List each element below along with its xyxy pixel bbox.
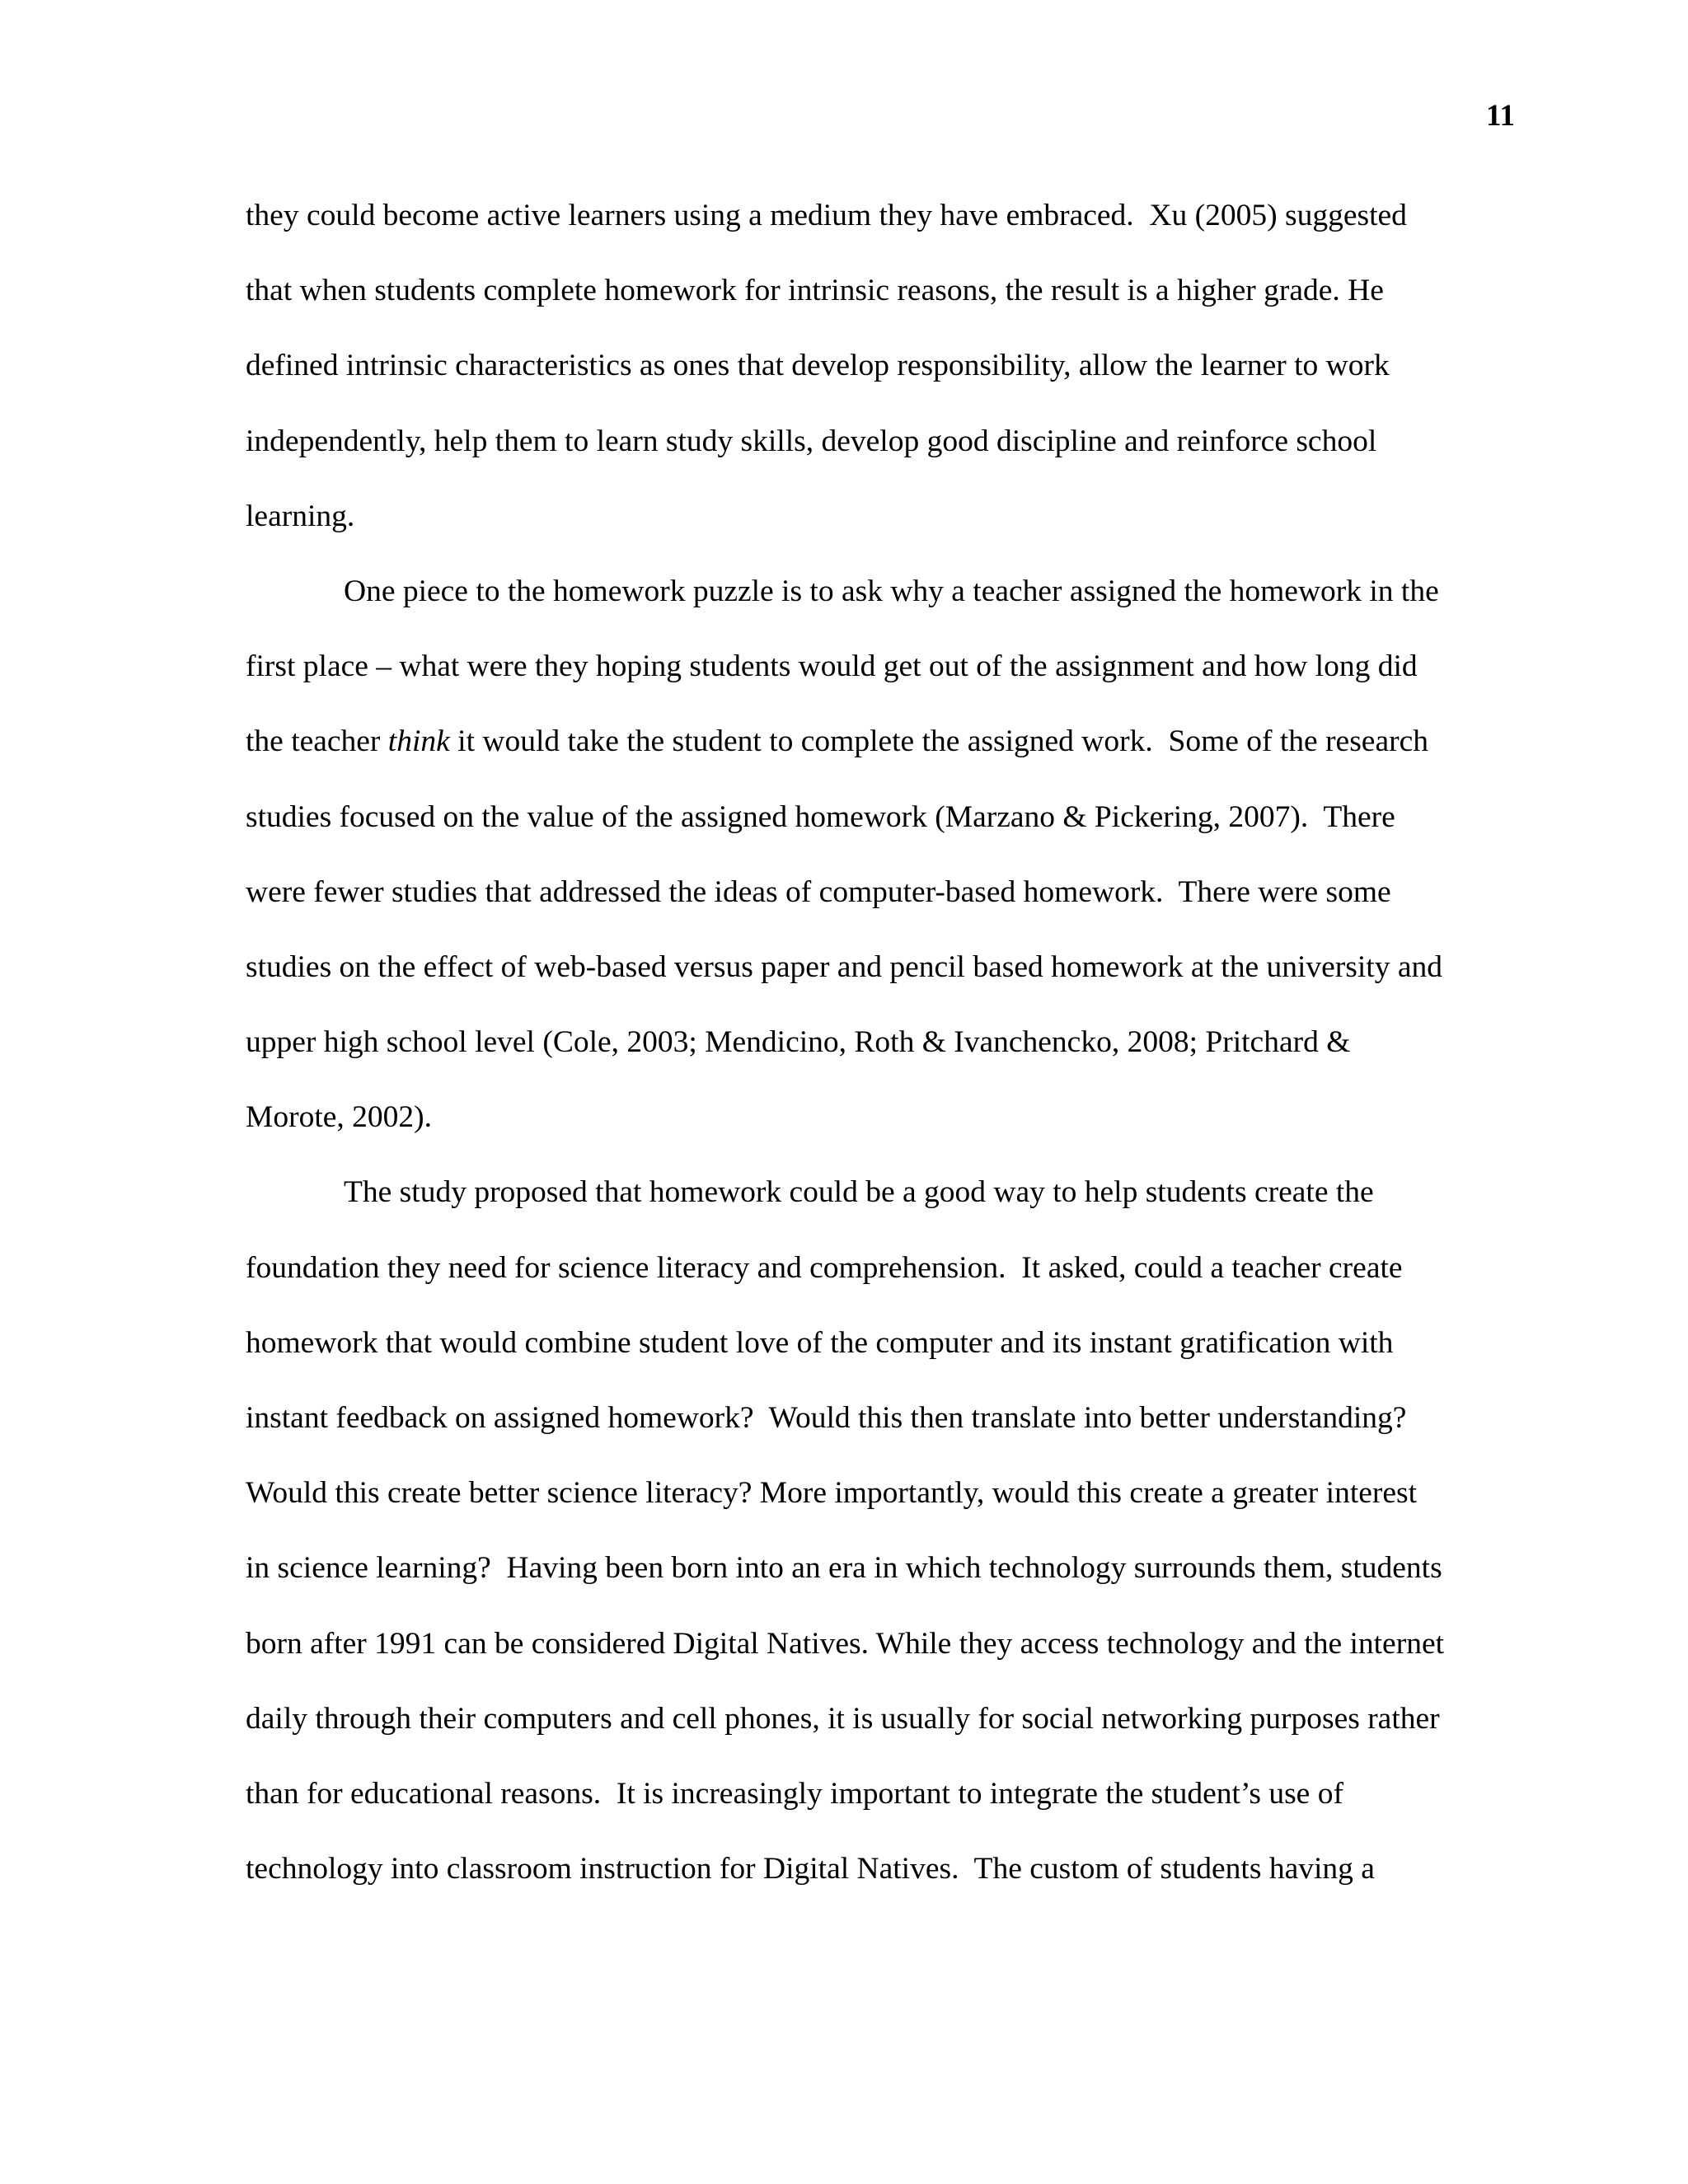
text-line: technology into classroom instruction for Digital Natives. The custom of students having a xyxy=(246,1852,1375,1886)
text-line: The study proposed that homework could be a good way to help students create the xyxy=(344,1175,1374,1210)
text-line: One piece to the homework puzzle is to ask why a teacher assigned the homework in the xyxy=(344,574,1439,608)
text-line: instant feedback on assigned homework? Would this then translate into better understanding? xyxy=(246,1401,1407,1435)
text-line: daily through their computers and cell phones, it is usually for social networking purposes rather xyxy=(246,1701,1440,1736)
text-line: independently, help them to learn study skills, develop good discipline and reinforce school xyxy=(246,424,1377,458)
text-line xyxy=(246,718,1522,793)
text-line: learning. xyxy=(246,499,355,533)
text-run: the teacher xyxy=(246,724,388,759)
text-line: first place – what were they hoping students would get out of the assignment and how long did xyxy=(246,649,1418,684)
text-line: studies on the effect of web-based versus paper and pencil based homework at the university and xyxy=(246,949,1442,984)
text-line: in science learning? Having been born into an era in which technology surrounds them, students xyxy=(246,1551,1442,1586)
text-line: they could become active learners using a medium they have embraced. Xu (2005) suggested xyxy=(246,199,1407,232)
text-line: Morote, 2002). xyxy=(246,1100,433,1135)
text-line: upper high school level (Cole, 2003; Mendicino, Roth & Ivanchencko, 2008; Pritchard & xyxy=(246,1025,1351,1060)
page-number: 11 xyxy=(1486,99,1515,133)
paragraph-1 xyxy=(246,192,1522,568)
text-line: Would this create better science literacy? More importantly, would this create a greater interest xyxy=(246,1476,1418,1511)
text-line: born after 1991 can be considered Digital Natives. While they access technology and the internet xyxy=(246,1626,1445,1661)
text-line: studies focused on the value of the assigned homework (Marzano & Pickering, 2007). There xyxy=(246,799,1395,834)
paragraph-2 xyxy=(246,568,1522,1169)
text-line: that when students complete homework for intrinsic reasons, the result is a higher grade. He xyxy=(246,274,1384,308)
italic-emphasis: think xyxy=(387,724,450,759)
text-run: it would take the student to complete the assigned work. Some of the research xyxy=(449,724,1428,759)
text-line: were fewer studies that addressed the ideas of computer-based homework. There were some xyxy=(246,874,1391,909)
text-line: defined intrinsic characteristics as ones that develop responsibility, allow the learner to work xyxy=(246,349,1390,383)
text-line: homework that would combine student love of the computer and its instant gratification with xyxy=(246,1325,1394,1360)
text-line: foundation they need for science literacy and comprehension. It asked, could a teacher create xyxy=(246,1250,1403,1285)
body-text xyxy=(246,192,1522,1920)
paragraph-3 xyxy=(246,1169,1522,1920)
text-line: than for educational reasons. It is increasingly important to integrate the student’s use of xyxy=(246,1776,1343,1811)
